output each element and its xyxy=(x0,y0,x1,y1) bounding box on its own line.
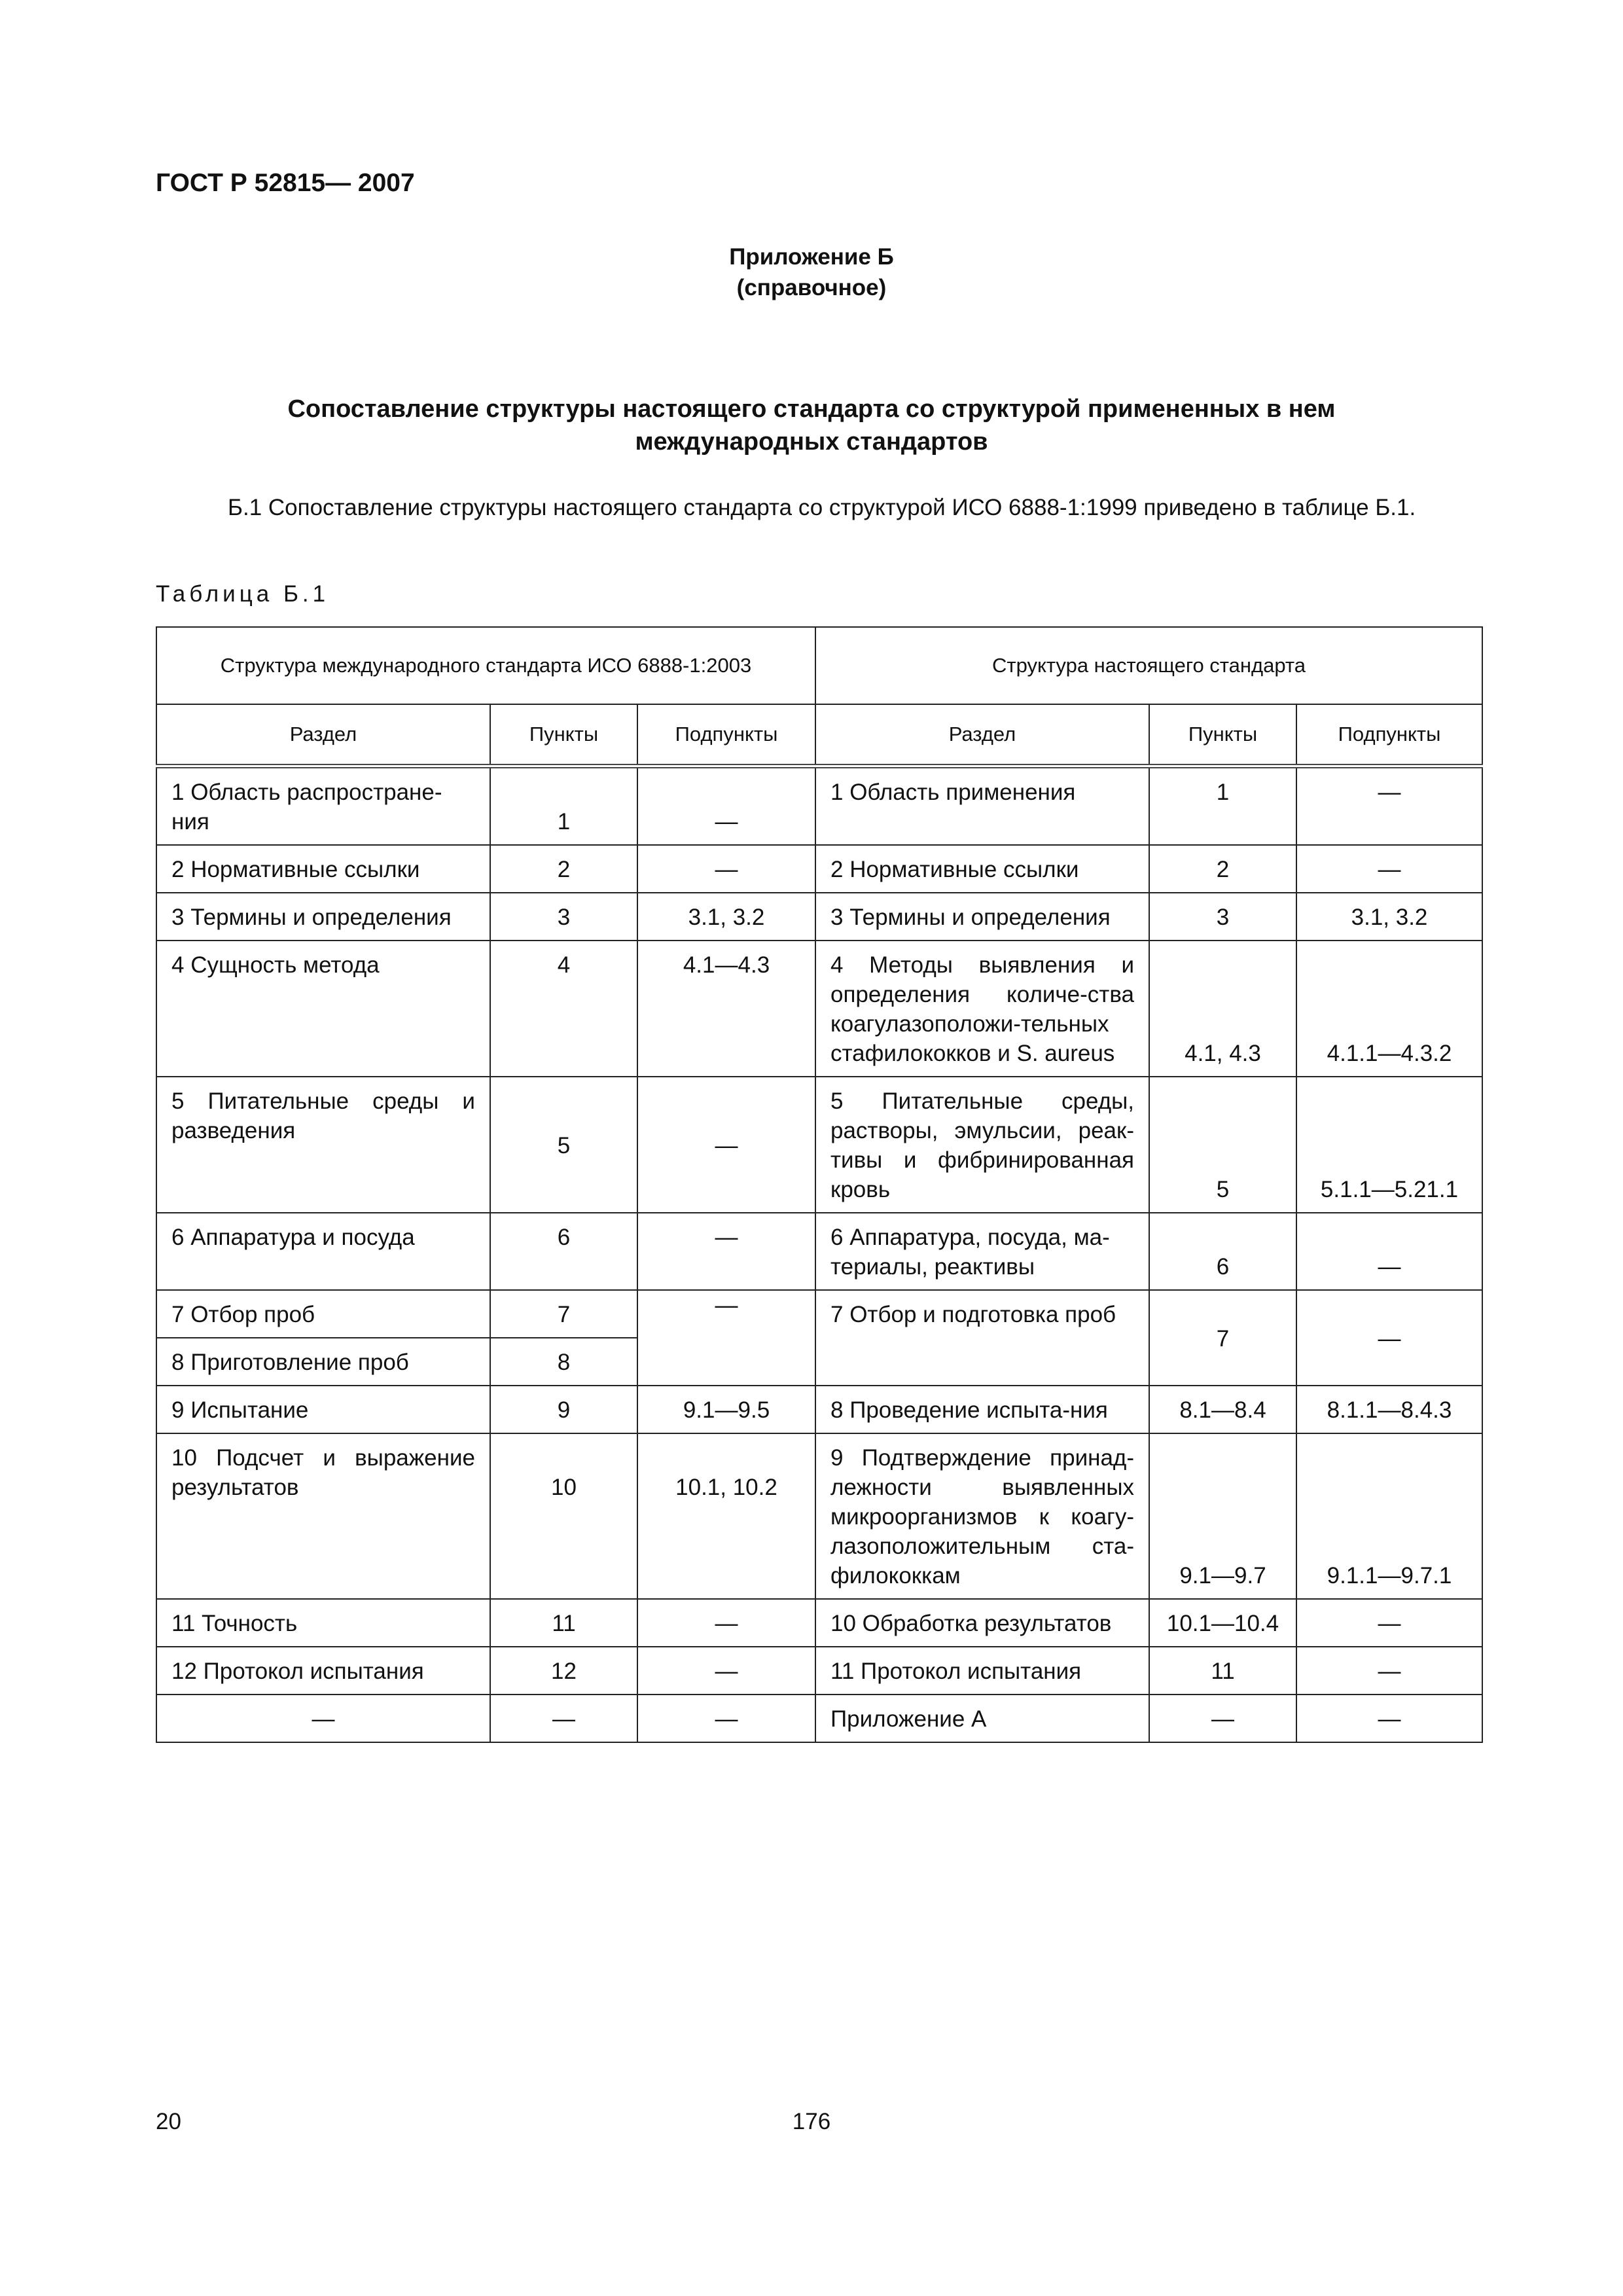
table-cell: 6 Аппаратура и посуда xyxy=(156,1213,490,1290)
table-cell: 5.1.1—5.21.1 xyxy=(1296,1077,1482,1213)
table-cell: — xyxy=(637,766,815,846)
table-cell: 10.1, 10.2 xyxy=(637,1433,815,1599)
table-cell: — xyxy=(637,1599,815,1647)
table-column-header-row xyxy=(156,704,1482,766)
table-cell: 3.1, 3.2 xyxy=(1296,893,1482,941)
table-row xyxy=(156,766,1482,846)
table-cell: 10 Обработка результатов xyxy=(815,1599,1149,1647)
group-header-national: Структура настоящего стандарта xyxy=(815,627,1482,704)
table-row xyxy=(156,893,1482,941)
column-header: Раздел xyxy=(156,704,490,766)
table-cell: 1 Область применения xyxy=(815,766,1149,846)
table-cell: 5 Питательные среды и разведения xyxy=(156,1077,490,1213)
table-row xyxy=(156,1647,1482,1695)
table-cell: 1 Область распростране-ния xyxy=(156,766,490,846)
column-header: Подпункты xyxy=(1296,704,1482,766)
table-cell: — xyxy=(156,1695,490,1742)
group-header-international: Структура международного стандарта ИСО 6888-1:2003 xyxy=(156,627,815,704)
column-header: Подпункты xyxy=(637,704,815,766)
table-cell: 11 xyxy=(1149,1647,1296,1695)
table-cell: 8 Приготовление проб xyxy=(156,1338,490,1386)
page-number: 20 xyxy=(156,2109,181,2134)
table-cell: 9 Подтверждение принад-лежности выявленных микроорганизмов к коагу-лазоположительным ста-филококкам xyxy=(815,1433,1149,1599)
table-caption: Таблица Б.1 xyxy=(156,581,330,607)
table-cell: 4.1.1—4.3.2 xyxy=(1296,941,1482,1077)
table-cell: 2 xyxy=(490,845,637,893)
table-cell: — xyxy=(1296,766,1482,846)
appendix-title: Приложение Б xyxy=(729,244,894,270)
table-cell: 2 xyxy=(1149,845,1296,893)
table-cell: — xyxy=(1296,1213,1482,1290)
table-cell: 1 xyxy=(1149,766,1296,846)
table-cell: 3.1, 3.2 xyxy=(637,893,815,941)
table-row xyxy=(156,1386,1482,1433)
table-cell: 5 xyxy=(490,1077,637,1213)
table-cell: 3 xyxy=(490,893,637,941)
table-cell: 11 Точность xyxy=(156,1599,490,1647)
table-cell: — xyxy=(1296,1290,1482,1386)
appendix-subtitle: (справочное) xyxy=(736,275,887,300)
table-cell: — xyxy=(1149,1695,1296,1742)
table-cell: 10 Подсчет и выражение результатов xyxy=(156,1433,490,1599)
table-cell: 9.1—9.7 xyxy=(1149,1433,1296,1599)
table-cell: 8.1.1—8.4.3 xyxy=(1296,1386,1482,1433)
table-cell: 9.1—9.5 xyxy=(637,1386,815,1433)
table-row xyxy=(156,1290,1482,1338)
table-cell: — xyxy=(1296,845,1482,893)
table-cell: 7 xyxy=(490,1290,637,1338)
table-cell: 4 Методы выявления и определения количе-ства коагулазоположи-тельных стафилококков и S. aureus xyxy=(815,941,1149,1077)
table-cell: — xyxy=(1296,1647,1482,1695)
table-cell: 1 xyxy=(490,766,637,846)
table-cell: 3 Термины и определения xyxy=(156,893,490,941)
table-cell: 11 Протокол испытания xyxy=(815,1647,1149,1695)
table-cell: 7 Отбор и подготовка проб xyxy=(815,1290,1149,1386)
table-cell: — xyxy=(490,1695,637,1742)
table-cell: 12 Протокол испытания xyxy=(156,1647,490,1695)
table-cell: 9.1.1—9.7.1 xyxy=(1296,1433,1482,1599)
table-cell: 6 Аппаратура, посуда, ма-териалы, реактивы xyxy=(815,1213,1149,1290)
table-cell: 6 xyxy=(490,1213,637,1290)
table-row xyxy=(156,941,1482,1077)
table-cell: 2 Нормативные ссылки xyxy=(156,845,490,893)
table-cell: 7 Отбор проб xyxy=(156,1290,490,1338)
table-cell: 4.1—4.3 xyxy=(637,941,815,1077)
document-code: ГОСТ Р 52815— 2007 xyxy=(156,169,415,197)
table-cell: — xyxy=(637,1077,815,1213)
table-cell: 3 xyxy=(1149,893,1296,941)
section-heading: Сопоставление структуры настоящего стандарта со структурой примененных в нем международных стандартов xyxy=(287,395,1336,456)
table-cell: 5 xyxy=(1149,1077,1296,1213)
table-cell: 4 Сущность метода xyxy=(156,941,490,1077)
table-cell: 7 xyxy=(1149,1290,1296,1386)
table-cell: 9 Испытание xyxy=(156,1386,490,1433)
intro-paragraph: Б.1 Сопоставление структуры настоящего стандарта со структурой ИСО 6888-1:1999 приведено в таблице Б.1. xyxy=(228,495,1416,520)
table-cell: — xyxy=(637,1695,815,1742)
table-cell: 4.1, 4.3 xyxy=(1149,941,1296,1077)
table-row xyxy=(156,1695,1482,1742)
table-cell: — xyxy=(1296,1695,1482,1742)
table-cell: — xyxy=(637,845,815,893)
table-cell: — xyxy=(637,1290,815,1386)
table-cell: 2 Нормативные ссылки xyxy=(815,845,1149,893)
table-group-header-row xyxy=(156,627,1482,704)
table-row xyxy=(156,845,1482,893)
table-cell: 3 Термины и определения xyxy=(815,893,1149,941)
table-cell: 4 xyxy=(490,941,637,1077)
table-cell: 8.1—8.4 xyxy=(1149,1386,1296,1433)
table-cell: 8 Проведение испыта-ния xyxy=(815,1386,1149,1433)
table-cell: — xyxy=(1296,1599,1482,1647)
column-header: Пункты xyxy=(490,704,637,766)
sheet-number: 176 xyxy=(792,2109,831,2134)
table-cell: 8 xyxy=(490,1338,637,1386)
table-cell: 9 xyxy=(490,1386,637,1433)
table-cell: 5 Питательные среды, растворы, эмульсии, реак-тивы и фибринированная кровь xyxy=(815,1077,1149,1213)
table-cell: Приложение А xyxy=(815,1695,1149,1742)
column-header: Раздел xyxy=(815,704,1149,766)
table-cell: — xyxy=(637,1647,815,1695)
table-cell: 11 xyxy=(490,1599,637,1647)
table-row xyxy=(156,1433,1482,1599)
table-row xyxy=(156,1599,1482,1647)
table-cell: 6 xyxy=(1149,1213,1296,1290)
table-cell: 12 xyxy=(490,1647,637,1695)
table-cell: 10.1—10.4 xyxy=(1149,1599,1296,1647)
table-cell: 10 xyxy=(490,1433,637,1599)
table-row xyxy=(156,1077,1482,1213)
column-header: Пункты xyxy=(1149,704,1296,766)
comparison-table xyxy=(156,626,1483,1743)
table-row xyxy=(156,1213,1482,1290)
table-cell: — xyxy=(637,1213,815,1290)
